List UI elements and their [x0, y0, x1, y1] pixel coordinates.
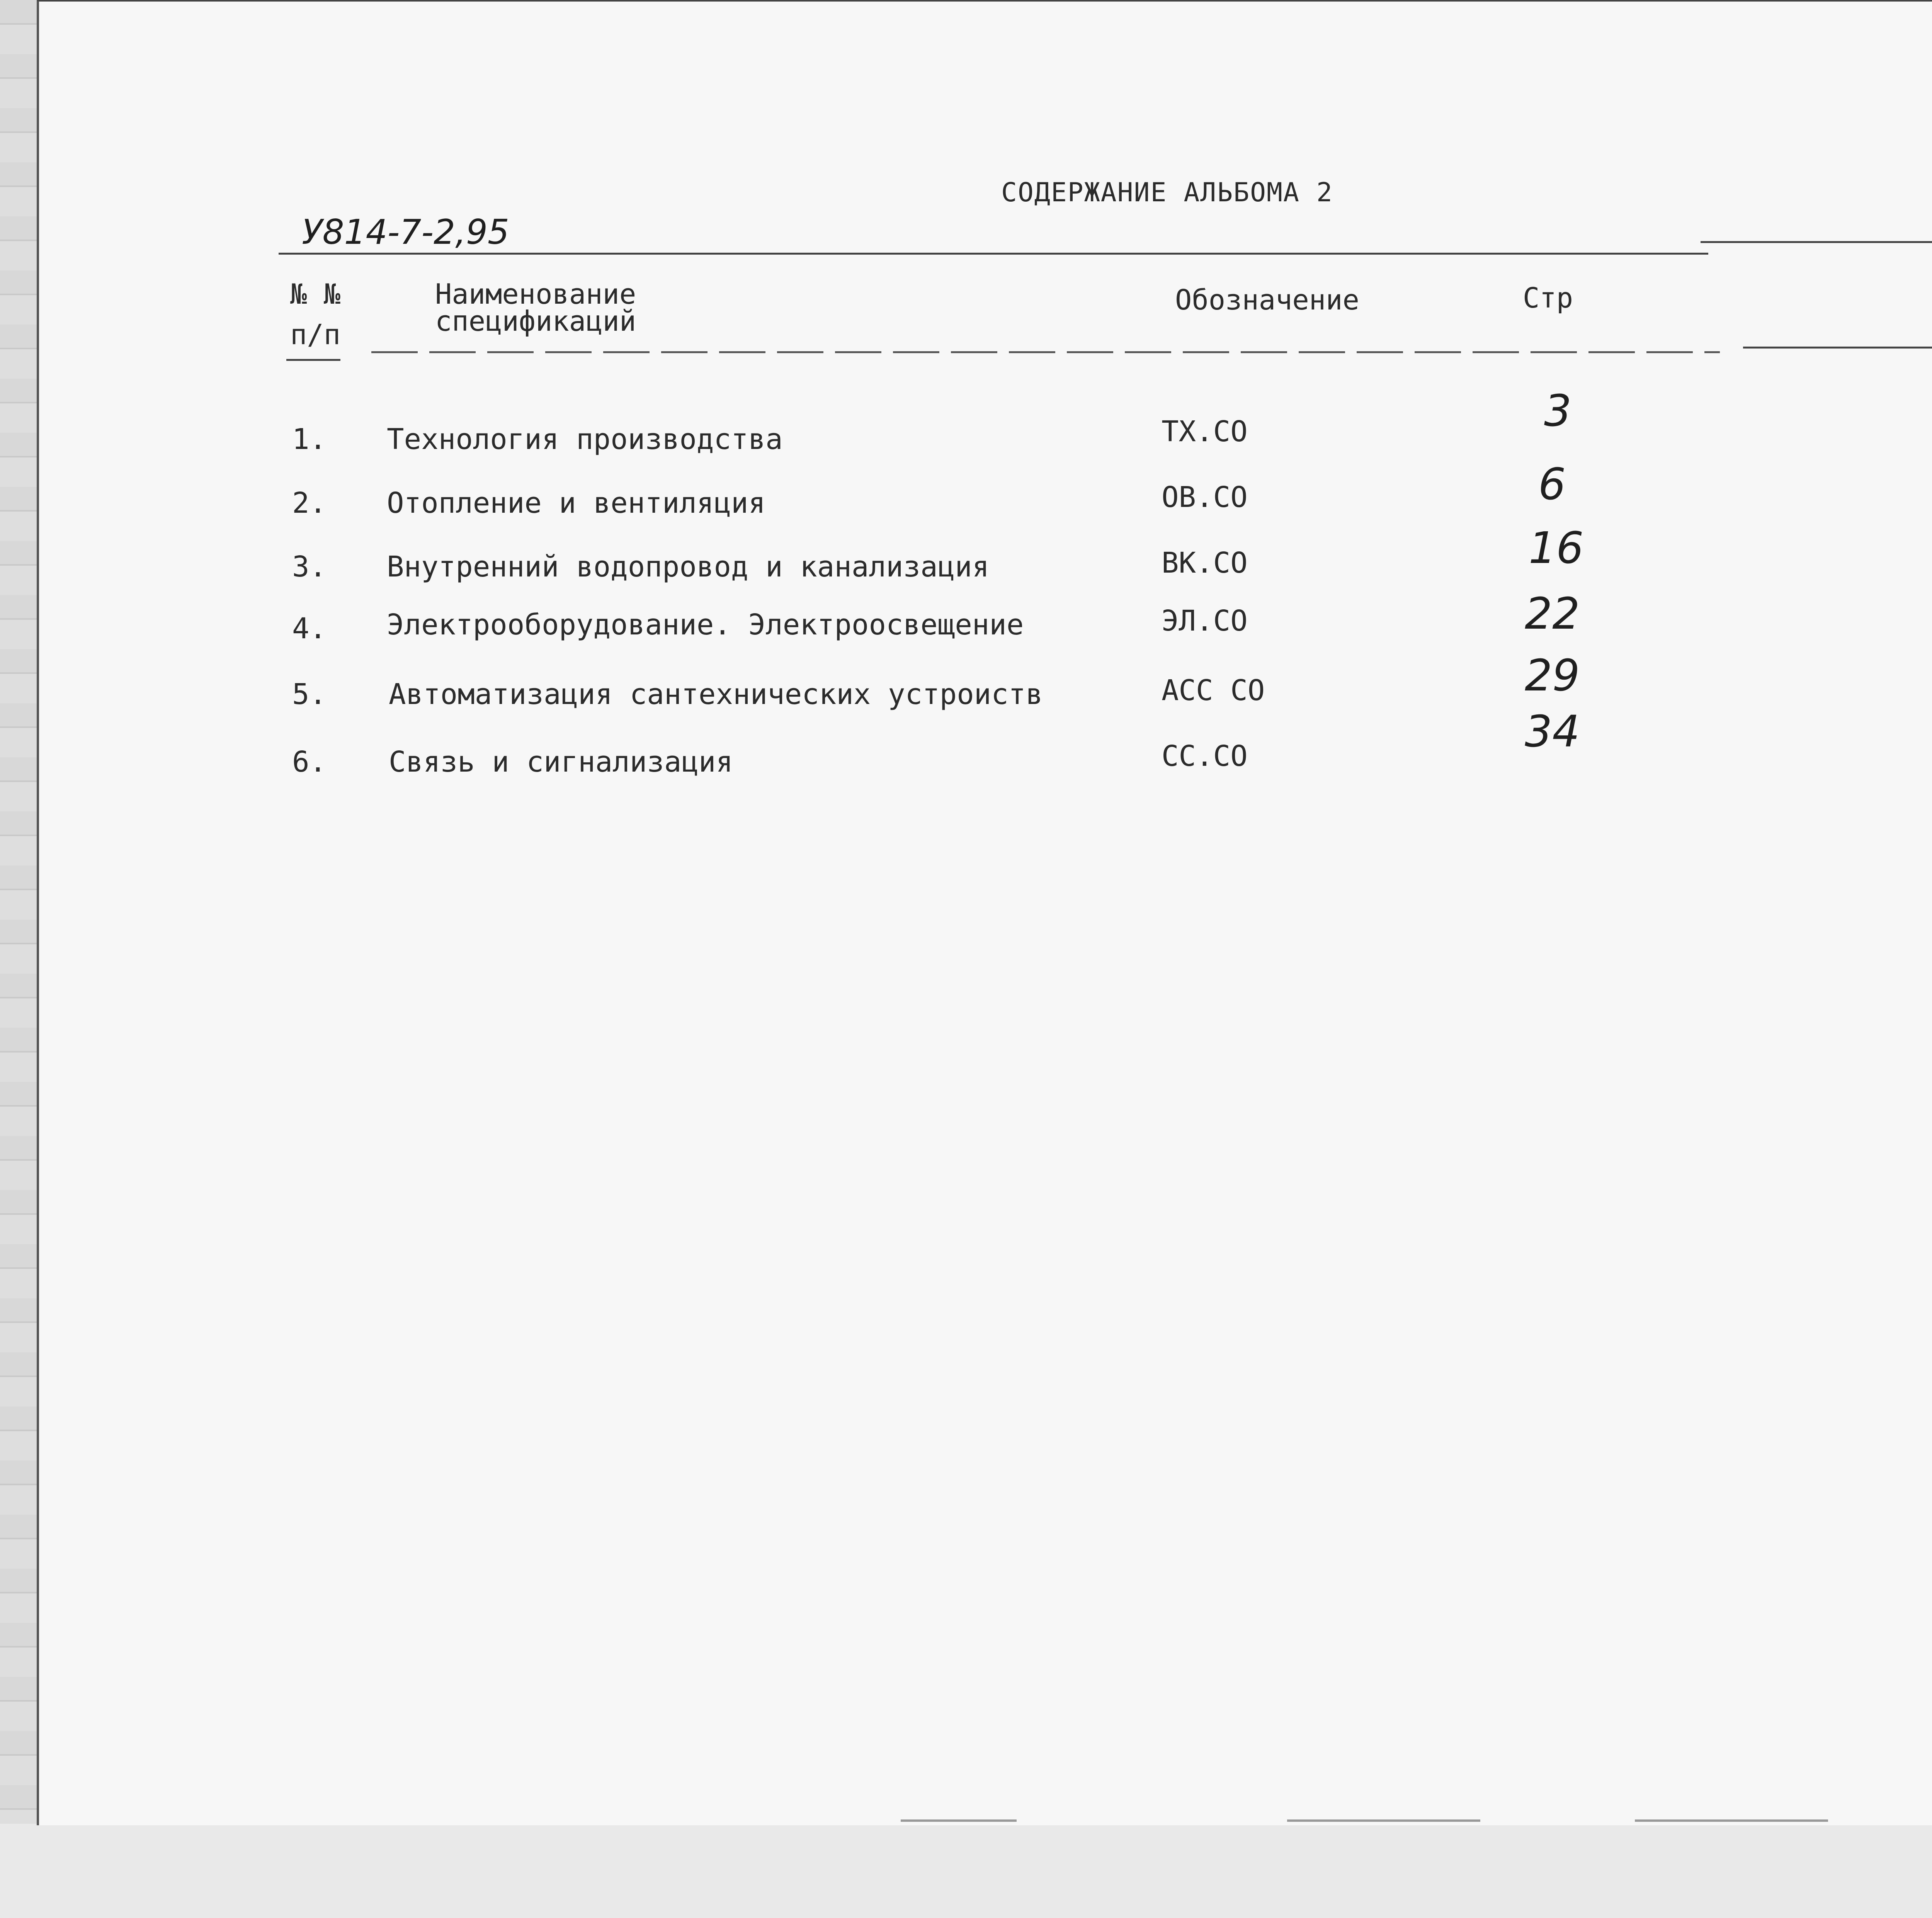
row-code: ВК.СО: [1162, 546, 1248, 580]
row-number: 5.: [292, 678, 327, 711]
document-page: [37, 0, 1932, 1825]
row-number: 1.: [292, 423, 327, 456]
scan-artifact: [1287, 1819, 1480, 1822]
top-rule-right: [1701, 241, 1932, 243]
row-code: АСС СО: [1162, 674, 1265, 707]
row-code: ТХ.СО: [1162, 415, 1248, 448]
row-name: Внутренний водопровод и канализация: [387, 550, 990, 583]
row-name: Электрооборудование. Электроосвещение: [387, 608, 1024, 641]
header-name-line2: спецификаций: [435, 305, 636, 337]
row-name: Автоматизация сантехнических устроиств: [389, 678, 1043, 711]
row-page: 22: [1525, 589, 1580, 639]
row-name: Отопление и вентиляция: [387, 486, 766, 520]
row-number: 6.: [292, 745, 327, 779]
row-page: 29: [1525, 651, 1580, 701]
scan-artifact: [1635, 1819, 1828, 1822]
header-code: Обозначение: [1175, 284, 1359, 316]
header-num-line1: № №: [290, 278, 341, 310]
header-page: Стр: [1523, 282, 1573, 314]
header-name-line1: Наименование: [435, 278, 636, 310]
row-number: 2.: [292, 486, 327, 520]
row-code: ОВ.СО: [1162, 481, 1248, 514]
row-page: 16: [1529, 523, 1584, 573]
page-title: СОДЕРЖАНИЕ АЛЬБОМА 2: [1001, 177, 1333, 208]
row-number: 4.: [292, 612, 327, 645]
row-number: 3.: [292, 550, 327, 583]
row-code: ЭЛ.СО: [1162, 604, 1248, 638]
scan-artifact: [901, 1819, 1017, 1822]
row-page: 6: [1538, 459, 1566, 510]
row-name: Технология производства: [387, 423, 783, 456]
row-name: Связь и сигнализация: [389, 745, 733, 779]
top-rule: [279, 253, 1708, 255]
row-page: 3: [1544, 386, 1572, 436]
row-code: СС.СО: [1162, 740, 1248, 773]
header-rule-left: [286, 359, 340, 361]
scan-edge: [0, 0, 37, 1824]
row-page: 34: [1525, 707, 1580, 757]
doc-code: У814-7-2,95: [302, 212, 510, 252]
header-rule-right: [1743, 347, 1932, 349]
header-rule: [371, 351, 1720, 353]
header-num-line2: п/п: [290, 318, 341, 351]
